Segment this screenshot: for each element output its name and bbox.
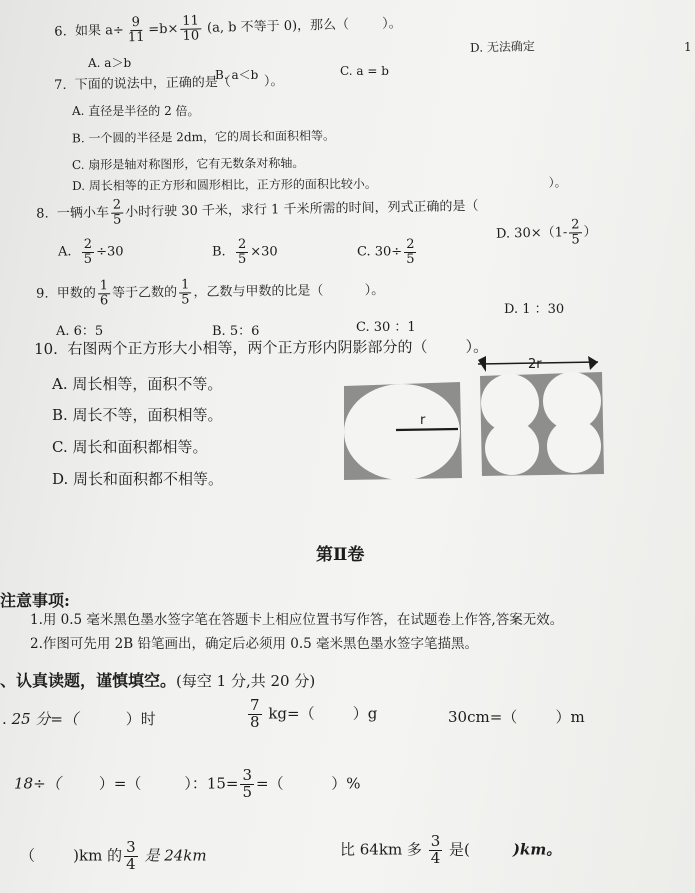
q7-stem: 7. 下面的说法中，正确的是（ ）。 [54,73,284,93]
q9-option-d: D. 1 ：30 [504,302,565,317]
q9-stem: 9. 甲数的 $\frac{1}{6}$ 等于乙数的 $\frac{1}{5}$ ，乙数与甲数的比是（ ）。 [36,277,385,308]
q9-option-b: B. 5：6 [212,324,260,339]
fill-row-1-kg: $\frac{7}{8}$ kg=（ ）g [250,696,378,731]
fill-row-1-cm: 30cm=（ ）m [448,708,585,726]
figure-label-2r: 2r [528,357,542,372]
q10-option-a: A. 周长相等，面积不等。 [52,375,223,393]
q6-option-c: C. a = b [340,64,389,78]
notice-item-1: 1.用 0.5 毫米黑色墨水签字笔在答题卡上相应位置书写作答，在试题卷上作答,答案无效。 [30,612,564,628]
q7-option-a: A. 直径是半径的 2 倍。 [72,104,200,118]
q8-option-b: B. $\frac{2}{5}$ ×30 [212,237,278,267]
q10-option-c: C. 周长和面积都相等。 [52,438,208,456]
q7-option-b: B. 一个圆的半径是 2dm，它的周长和面积相等。 [71,128,336,146]
q10-option-d: D. 周长和面积都不相等。 [52,470,224,488]
q10-option-b: B. 周长不等，面积相等。 [52,406,223,424]
q6-option-a: A. a＞b [88,56,132,70]
q8-option-c: C. 30÷ $\frac{2}{5}$ [357,237,415,267]
figure-four-circles-square [470,350,610,478]
q6-stem: 6. 如果 a÷ $\frac{9}{11}$ =b× $\frac{11}{10}$ (a, b 不等于 0)，那么（ ）。 [54,13,402,45]
q9-option-c: C. 30 ：1 [356,320,416,335]
q10-stem: 10. 右图两个正方形大小相等，两个正方形内阴影部分的（ ）。 [34,337,489,358]
fill-row-3-right: 比 64km 多 $\frac{3}{4}$ 是( )km。 [340,832,562,867]
q6-option-b: B. a＜b [215,68,259,82]
section-title: 第Ⅱ卷 [316,545,365,565]
part2-title: 、认真读题，谨慎填空。(每空 1 分,共 20 分) [0,671,316,690]
fill-row-2: 18÷（ ）=（ ）：15= $\frac{3}{5}$ =（ ）% [14,766,361,801]
edge-mark: 1 [684,40,692,54]
q8-option-d: D. 30×（1- $\frac{2}{5}$ ） [495,217,597,248]
q7-option-d: D. 周长相等的正方形和圆形相比，正方形的面积比较小。 ）。 [72,175,567,193]
fill-row-1: . 25 分=（ ）时 [2,710,156,728]
q7-option-c: C. 扇形是轴对称图形，它有无数条对称轴。 [71,155,305,173]
notice-item-2: 2.作图可先用 2B 铅笔画出，确定后必须用 0.5 毫米黑色墨水签字笔描黑。 [30,636,479,652]
figure-label-r: r [420,413,426,428]
q6-option-d: D. 无法确定 [469,39,536,55]
fill-row-3-left: （ )km 的 $\frac{3}{4}$ 是 24km [20,838,207,873]
notice-title: 注意事项: [0,591,70,610]
q8-option-a: A. $\frac{2}{5}$ ÷30 [58,237,124,267]
figure-single-circle-square [338,378,466,482]
q8-stem: 8. 一辆小车 $\frac{2}{5}$ 小时行驶 30 千米，求行 1 千米所需的时间，列式正确的是（ [36,197,479,228]
q9-option-a: A. 6：5 [56,324,104,339]
